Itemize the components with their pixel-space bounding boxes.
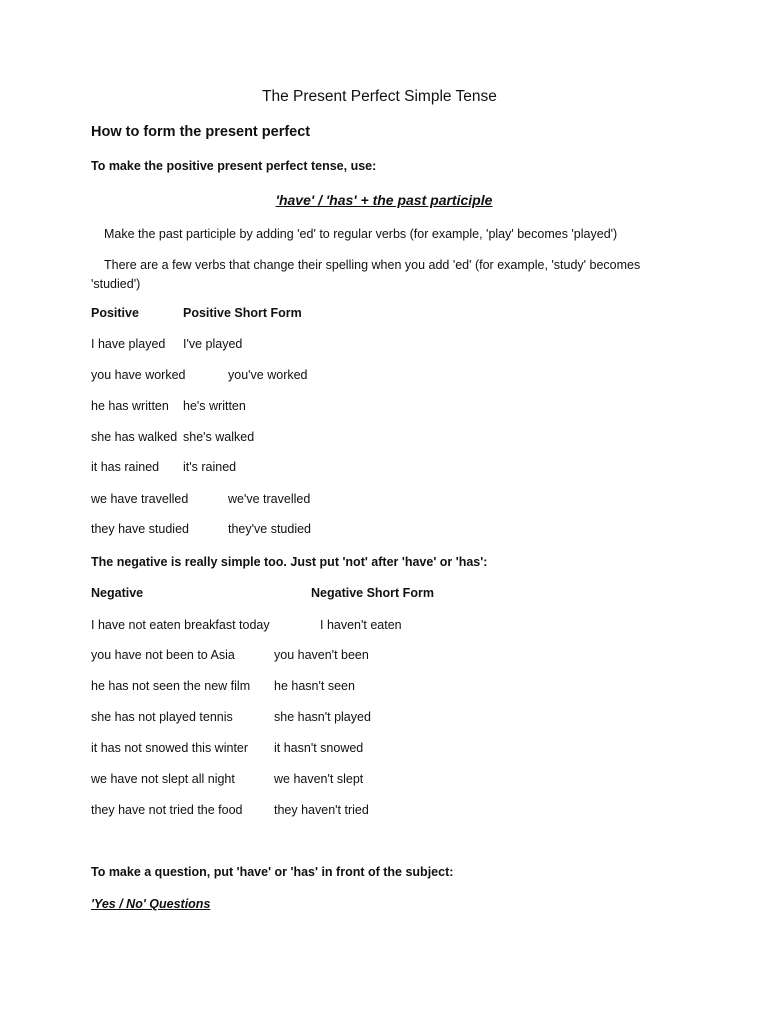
positive-row-2: you have worked	[91, 368, 186, 382]
negative-short-row-2: you haven't been	[274, 648, 369, 662]
negative-short-row-1: I haven't eaten	[320, 618, 402, 632]
positive-short-row-7: they've studied	[228, 522, 311, 536]
positive-short-row-6: we've travelled	[228, 492, 311, 506]
positive-row-3: he has written	[91, 399, 169, 413]
note-spelling-change: There are a few verbs that change their spelling when you add 'ed' (for example, 'study' becomes 'studied')	[91, 258, 641, 291]
positive-short-row-2: you've worked	[228, 368, 308, 382]
positive-short-row-4: she's walked	[183, 430, 255, 444]
negative-row-6: we have not slept all night	[91, 772, 235, 786]
negative-row-1: I have not eaten breakfast today	[91, 618, 270, 632]
positive-header: Positive	[91, 306, 139, 320]
negative-row-2: you have not been to Asia	[91, 648, 235, 662]
negative-short-row-6: we haven't slept	[274, 772, 364, 786]
positive-short-row-3: he's written	[183, 399, 246, 413]
positive-row-5: it has rained	[91, 460, 160, 474]
note-regular-verbs: Make the past participle by adding 'ed' to regular verbs (for example, 'play' becomes 'played')	[104, 227, 618, 241]
positive-short-header: Positive Short Form	[183, 306, 302, 320]
negative-short-row-7: they haven't tried	[274, 803, 369, 817]
positive-row-4: she has walked	[91, 430, 178, 444]
negative-row-5: it has not snowed this winter	[91, 741, 249, 755]
negative-intro: The negative is really simple too. Just put 'not' after 'have' or 'has':	[91, 555, 488, 569]
negative-short-row-3: he hasn't seen	[274, 679, 355, 693]
formula: 'have' / 'has' + the past participle	[275, 192, 493, 208]
positive-row-1: I have played	[91, 337, 166, 351]
negative-row-7: they have not tried the food	[91, 803, 243, 817]
negative-row-4: she has not played tennis	[91, 710, 233, 724]
negative-short-header: Negative Short Form	[311, 586, 434, 600]
negative-short-row-5: it hasn't snowed	[274, 741, 364, 755]
section-heading: How to form the present perfect	[91, 124, 311, 140]
positive-row-7: they have studied	[91, 522, 189, 536]
intro-text: To make the positive present perfect tense, use:	[91, 159, 377, 173]
page-title: The Present Perfect Simple Tense	[262, 88, 497, 105]
positive-short-row-5: it's rained	[183, 460, 237, 474]
negative-header: Negative	[91, 586, 144, 600]
negative-short-row-4: she hasn't played	[274, 710, 371, 724]
question-heading: 'Yes / No' Questions	[91, 897, 211, 911]
question-intro: To make a question, put 'have' or 'has' in front of the subject:	[91, 865, 454, 879]
positive-row-6: we have travelled	[91, 492, 189, 506]
positive-short-row-1: I've played	[183, 337, 243, 351]
negative-row-3: he has not seen the new film	[91, 679, 251, 693]
